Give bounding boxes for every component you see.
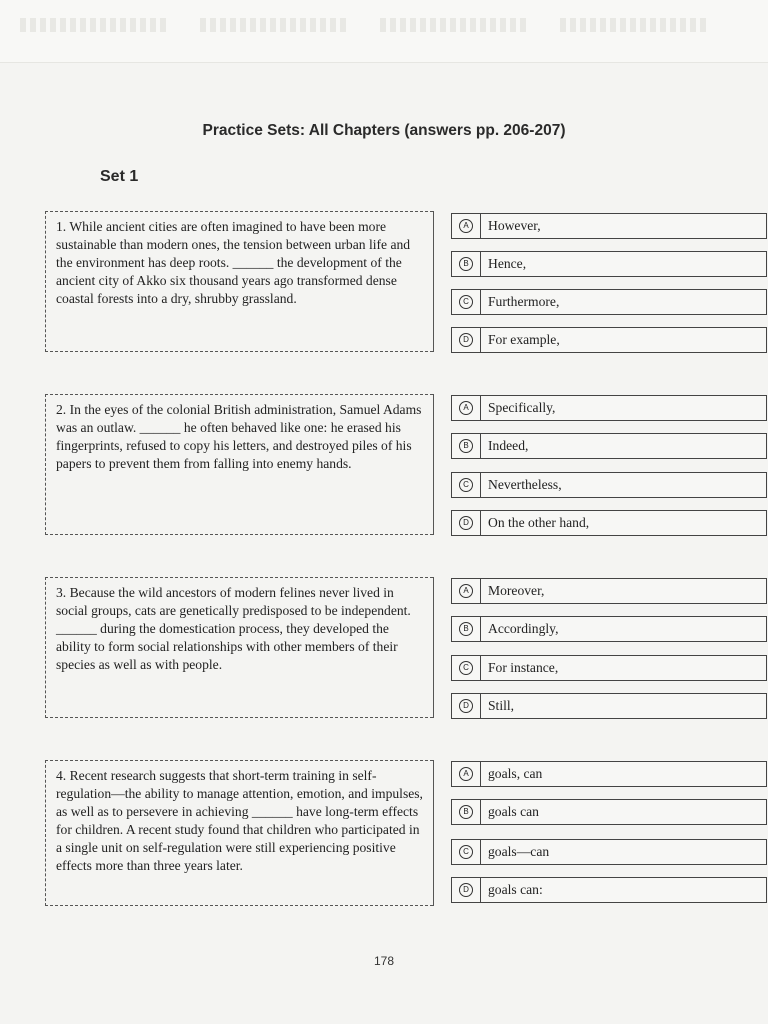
question-4-box <box>45 760 433 906</box>
set-heading: Set 1 <box>100 168 139 185</box>
question-2-option-a[interactable] <box>451 395 767 421</box>
option-text: However, <box>488 218 541 233</box>
option-letter-c: C <box>452 656 481 680</box>
option-letter-d: D <box>452 511 481 535</box>
option-text: goals, can <box>488 766 543 781</box>
option-letter-a: A <box>452 762 481 786</box>
question-4-option-a[interactable] <box>451 761 767 787</box>
option-text: For instance, <box>488 660 559 675</box>
question-3-option-d[interactable] <box>451 693 767 719</box>
question-4-text: 4. Recent research suggests that short-term training in self-regulation—the ability to manage attention, emotion, and impulses, as well as to persevere in achieving ______ have long-term effects for children. A recent study found that children who participated in a single unit on self-regulation were still experiencing positive effects more than three years later. <box>56 768 423 873</box>
option-letter-b: B <box>452 252 481 276</box>
question-3-text: 3. Because the wild ancestors of modern felines never lived in social groups, cats are genetically predisposed to be independent. ______ during the domestication process, they developed the ability to form social relationships with other members of their species as well as with people. <box>56 585 411 672</box>
option-letter-c: C <box>452 840 481 864</box>
faded-header-segment <box>380 18 530 32</box>
question-1-option-b[interactable] <box>451 251 767 277</box>
option-text: Hence, <box>488 256 527 271</box>
question-3-option-a[interactable] <box>451 578 767 604</box>
question-1-option-c[interactable] <box>451 289 767 315</box>
option-letter-a: A <box>452 214 481 238</box>
question-1-box <box>45 211 433 352</box>
question-3-option-b[interactable] <box>451 616 767 642</box>
option-letter-b: B <box>452 617 481 641</box>
option-text: goals—can <box>488 844 550 859</box>
option-letter-c: C <box>452 473 481 497</box>
page-number: 178 <box>373 954 395 968</box>
question-4-divider <box>433 760 434 906</box>
option-text: For example, <box>488 332 560 347</box>
question-2-option-c[interactable] <box>451 472 767 498</box>
question-4-option-d[interactable] <box>451 877 767 903</box>
question-2-box <box>45 394 433 535</box>
question-1-text: 1. While ancient cities are often imagined to have been more sustainable than modern ones, the tension between urban life and the environment has deep roots. ______ the development of the ancient city of Akko six thousand years ago transformed dense coastal forests into a dry, shrubby grassland. <box>56 219 411 306</box>
question-2-divider <box>433 394 434 535</box>
option-letter-b: B <box>452 800 481 824</box>
option-letter-b: B <box>452 434 481 458</box>
option-text: Still, <box>488 698 515 713</box>
question-1-option-a[interactable] <box>451 213 767 239</box>
question-2-text: 2. In the eyes of the colonial British administration, Samuel Adams was an outlaw. ______ he often behaved like one: he erased his fingerprints, refused to copy his letters, and destroyed piles of his papers to prevent them from falling into enemy hands. <box>56 402 422 471</box>
option-text: Accordingly, <box>488 621 559 636</box>
question-1-option-d[interactable] <box>451 327 767 353</box>
option-letter-a: A <box>452 396 481 420</box>
faded-header-bleedthrough <box>0 0 768 63</box>
option-text: On the other hand, <box>488 515 590 530</box>
option-letter-d: D <box>452 878 481 902</box>
question-3-divider <box>433 577 434 718</box>
option-text: Furthermore, <box>488 294 560 309</box>
question-4-option-c[interactable] <box>451 839 767 865</box>
option-letter-d: D <box>452 694 481 718</box>
option-text: goals can <box>488 804 539 819</box>
question-2-option-d[interactable] <box>451 510 767 536</box>
question-3-option-c[interactable] <box>451 655 767 681</box>
option-text: Nevertheless, <box>488 477 562 492</box>
option-text: Moreover, <box>488 583 545 598</box>
faded-header-segment <box>20 18 170 32</box>
option-text: Indeed, <box>488 438 529 453</box>
question-1-divider <box>433 211 434 352</box>
question-4-option-b[interactable] <box>451 799 767 825</box>
faded-header-segment <box>200 18 350 32</box>
option-letter-c: C <box>452 290 481 314</box>
question-3-box <box>45 577 433 718</box>
option-letter-a: A <box>452 579 481 603</box>
faded-header-segment <box>560 18 710 32</box>
page-title: Practice Sets: All Chapters (answers pp. 206-207) <box>202 122 566 139</box>
question-2-option-b[interactable] <box>451 433 767 459</box>
option-text: Specifically, <box>488 400 556 415</box>
option-text: goals can: <box>488 882 543 897</box>
option-letter-d: D <box>452 328 481 352</box>
